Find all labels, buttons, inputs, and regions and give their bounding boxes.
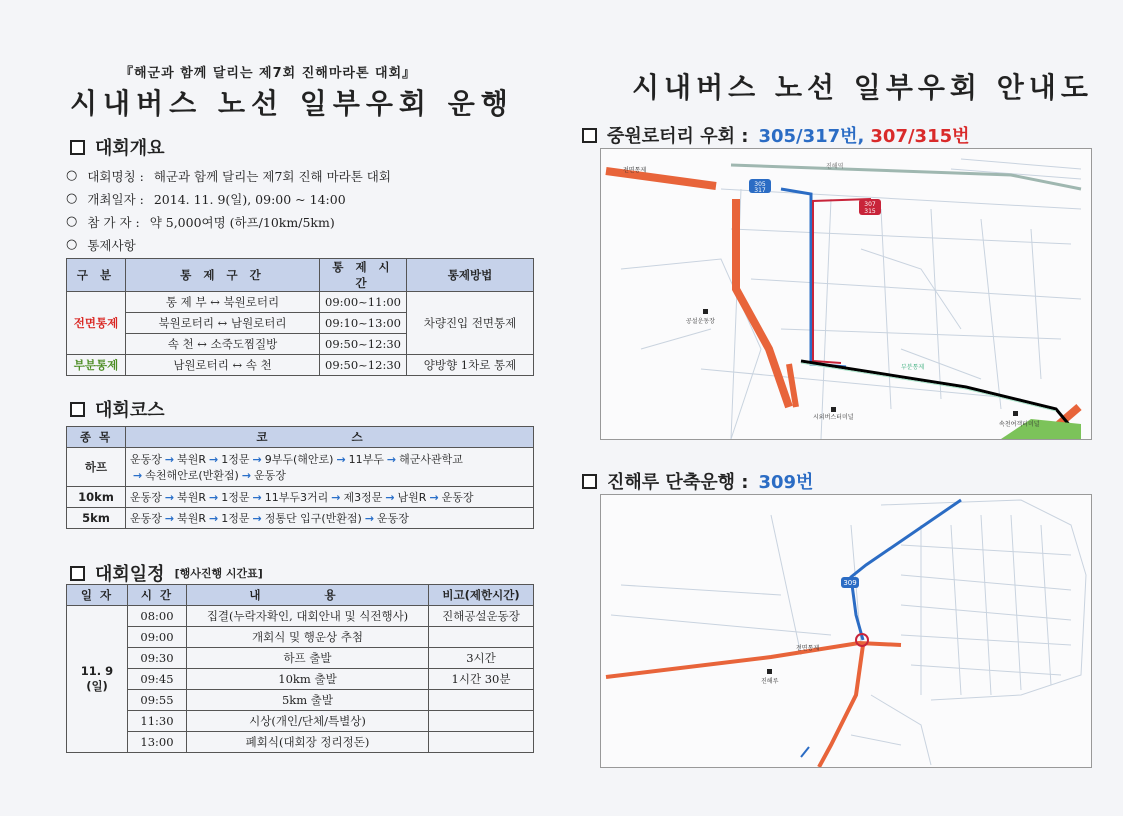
course-stop: 제3정문 (343, 491, 383, 504)
route-309-line (851, 500, 961, 640)
course-heading (70, 396, 165, 422)
schedule-time: 09:30 (128, 648, 187, 669)
item-value: 약 5,000여명 (하프/10km/5km) (149, 214, 335, 230)
bus-number-text: 315 (864, 208, 876, 215)
arrow-icon: → (252, 512, 262, 525)
column-header: 구 분 (67, 259, 126, 292)
item-label: 개최일자 : (87, 191, 144, 207)
control-section: 북원로터리 ↔ 남원로터리 (126, 313, 320, 334)
table-row (67, 732, 534, 753)
item-label: 대회명칭 : (87, 168, 144, 184)
schedule-table (66, 584, 534, 753)
route-line (130, 451, 529, 467)
map1-heading-text: 중원로터리 우회 : (607, 126, 749, 147)
arrow-icon: → (386, 453, 397, 466)
arrow-icon: → (252, 491, 262, 504)
arrow-icon: → (331, 491, 341, 504)
course-stop: 11부두3거리 (264, 491, 329, 504)
route-line (130, 489, 529, 505)
map1-terminal-label: 시외버스터미널 (813, 414, 854, 421)
control-section: 통 제 부 ↔ 북원로터리 (126, 292, 320, 313)
course-stop: 9부두(해안로) (264, 453, 334, 466)
map1-svg (601, 149, 1091, 439)
course-route (126, 487, 534, 508)
blue-route-numbers: 305/317번, (758, 126, 865, 147)
stadium-marker-icon (703, 309, 708, 314)
control-table (66, 258, 534, 376)
table-row (67, 508, 534, 529)
full-control-road (819, 645, 863, 767)
map1-partial-control-label: 부분통제 (901, 364, 925, 371)
table-row (67, 355, 534, 376)
list-item (66, 187, 546, 210)
schedule-heading-text: 대회일정 (95, 564, 165, 585)
map1-station-label: 진해역 (826, 163, 844, 170)
rail-line (731, 165, 1081, 189)
control-method: 양방향 1차로 통제 (407, 355, 534, 376)
square-bullet-icon (70, 140, 85, 155)
column-header: 종 목 (67, 427, 126, 448)
table-row (67, 627, 534, 648)
course-route (126, 448, 534, 487)
schedule-content: 집결(누락자확인, 대회안내 및 식전행사) (187, 606, 429, 627)
map1-stadium-label: 공설운동장 (686, 318, 715, 325)
list-item (66, 233, 546, 256)
date-text: 11. 9 (80, 664, 114, 678)
overview-list (66, 164, 546, 256)
course-stop: 11부두 (348, 453, 384, 466)
map1-heading (582, 122, 970, 148)
course-stop: 북원R (177, 453, 207, 466)
table-row (67, 669, 534, 690)
course-stop: 운동장 (377, 512, 409, 525)
schedule-content: 10km 출발 (187, 669, 429, 690)
map2-svg (601, 495, 1091, 767)
arrow-icon: → (209, 491, 219, 504)
control-section: 남원로터리 ↔ 속 천 (126, 355, 320, 376)
arrow-icon: → (209, 453, 219, 466)
arrow-icon: → (364, 512, 375, 525)
course-stop: 운동장 (254, 469, 286, 482)
arrow-icon: → (429, 491, 439, 504)
course-name: 하프 (67, 448, 126, 487)
course-stop: 해군사관학교 (399, 453, 463, 466)
map1-detour (600, 148, 1092, 440)
map2-place-label: 진해루 (761, 678, 779, 685)
bus-number-text: 305 (754, 181, 766, 188)
red-route-numbers: 307/315번 (870, 126, 970, 147)
schedule-content: 폐회식(대회장 정리정돈) (187, 732, 429, 753)
schedule-time: 09:45 (128, 669, 187, 690)
route-numbers: 309번 (758, 472, 814, 493)
item-label: 통제사항 (87, 237, 136, 253)
schedule-content: 시상(개인/단체/특별상) (187, 711, 429, 732)
map-page-title: 시내버스 노선 일부우회 안내도 (632, 71, 1093, 104)
course-stop: 운동장 (130, 491, 162, 504)
column-header: 통 제 구 간 (126, 259, 320, 292)
item-value: 2014. 11. 9(일), 09:00 ~ 14:00 (153, 191, 346, 207)
map2-shortened (600, 494, 1092, 768)
square-bullet-icon (70, 402, 85, 417)
control-section: 속 천 ↔ 소죽도찜질방 (126, 334, 320, 355)
arrow-icon: → (164, 512, 175, 525)
course-stop: 운동장 (130, 453, 162, 466)
map2-full-control-label: 전면통제 (796, 645, 820, 652)
column-header: 코 스 (126, 427, 534, 448)
ferry-marker-icon (1013, 411, 1018, 416)
schedule-time: 11:30 (128, 711, 187, 732)
day-text: (일) (86, 679, 108, 693)
route-line (130, 510, 529, 526)
list-item (66, 210, 546, 233)
terminal-marker-icon (831, 407, 836, 412)
bus-number-text: 307 (864, 201, 876, 208)
control-method: 차량진입 전면통제 (407, 292, 534, 355)
schedule-content: 하프 출발 (187, 648, 429, 669)
schedule-content: 5km 출발 (187, 690, 429, 711)
table-row (67, 487, 534, 508)
direction-arrow-icon (801, 747, 809, 757)
item-value: 해군과 함께 달리는 제7회 진해 마라톤 대회 (153, 168, 391, 184)
arrow-icon: → (252, 453, 262, 466)
schedule-note: 3시간 (429, 648, 534, 669)
schedule-date (67, 606, 128, 753)
circle-bullet-icon: ○ (66, 191, 78, 206)
list-item (66, 164, 546, 187)
schedule-note (429, 711, 534, 732)
course-stop: 운동장 (441, 491, 474, 504)
square-bullet-icon (582, 474, 597, 489)
arrow-icon: → (164, 491, 175, 504)
arrow-icon: → (336, 453, 346, 466)
partial-control-edge (801, 363, 1056, 411)
schedule-note (429, 732, 534, 753)
table-row (67, 690, 534, 711)
schedule-content: 개회식 및 행운상 추첨 (187, 627, 429, 648)
schedule-note: 1시간 30분 (429, 669, 534, 690)
course-stop: 속천해안로(반환점) (145, 469, 239, 482)
overview-heading-text: 대회개요 (95, 138, 165, 159)
square-bullet-icon (582, 128, 597, 143)
column-header: 통 제 시 간 (320, 259, 407, 292)
street-grid (611, 500, 1086, 765)
course-stop: 1정문 (221, 491, 250, 504)
course-stop: 정통단 입구(반환점) (264, 512, 362, 525)
square-bullet-icon (70, 566, 85, 581)
arrow-icon: → (385, 491, 395, 504)
bus-number-text: 317 (754, 187, 766, 194)
arrow-icon: → (241, 469, 252, 482)
map2-heading (582, 468, 813, 494)
bus-number-text: 309 (843, 579, 857, 587)
full-control-label: 전면통제 (67, 292, 126, 355)
course-name: 5km (67, 508, 126, 529)
red-detour-route (813, 199, 871, 363)
table-row (67, 448, 534, 487)
page-title: 시내버스 노선 일부우회 운행 (70, 87, 514, 120)
course-table (66, 426, 534, 529)
overview-heading (70, 134, 165, 160)
schedule-time: 09:55 (128, 690, 187, 711)
column-header: 통제방법 (407, 259, 534, 292)
full-control-road (606, 643, 901, 677)
table-row (67, 606, 534, 627)
course-heading-text: 대회코스 (95, 400, 165, 421)
control-time: 09:50~12:30 (320, 355, 407, 376)
course-stop: 남원R (397, 491, 427, 504)
item-label: 참 가 자 : (87, 214, 140, 230)
subtitle: 『해군과 함께 달리는 제7회 진해마라톤 대회』 (120, 66, 417, 81)
arrow-icon: → (164, 453, 175, 466)
map2-heading-text: 진해루 단축운행 : (607, 472, 749, 493)
circle-bullet-icon: ○ (66, 214, 78, 229)
course-stop: 1정문 (221, 453, 250, 466)
circle-bullet-icon: ○ (66, 168, 78, 183)
schedule-time: 08:00 (128, 606, 187, 627)
column-header: 내 용 (187, 585, 429, 606)
course-stop: 1정문 (221, 512, 250, 525)
column-header: 비고(제한시간) (429, 585, 534, 606)
course-stop: 운동장 (130, 512, 162, 525)
table-row (67, 648, 534, 669)
course-stop: 북원R (177, 491, 207, 504)
course-route (126, 508, 534, 529)
place-marker-icon (767, 669, 772, 674)
schedule-note (429, 627, 534, 648)
control-time: 09:50~12:30 (320, 334, 407, 355)
schedule-subheading: [행사진행 시간표] (174, 567, 263, 580)
schedule-heading (70, 560, 263, 586)
column-header: 시 간 (128, 585, 187, 606)
circle-bullet-icon: ○ (66, 237, 78, 252)
map1-full-control-label: 전면통제 (623, 167, 647, 174)
arrow-icon: → (209, 512, 219, 525)
schedule-note (429, 690, 534, 711)
table-row (67, 292, 534, 313)
control-time: 09:10~13:00 (320, 313, 407, 334)
schedule-time: 13:00 (128, 732, 187, 753)
partial-control-label: 부분통제 (67, 355, 126, 376)
route-line (130, 467, 529, 483)
arrow-icon: → (133, 469, 143, 482)
course-stop: 북원R (177, 512, 207, 525)
schedule-note: 진해공설운동장 (429, 606, 534, 627)
control-time: 09:00~11:00 (320, 292, 407, 313)
course-name: 10km (67, 487, 126, 508)
table-row (67, 711, 534, 732)
schedule-time: 09:00 (128, 627, 187, 648)
map1-ferry-label: 속천여객터미널 (999, 421, 1040, 428)
column-header: 일 자 (67, 585, 128, 606)
